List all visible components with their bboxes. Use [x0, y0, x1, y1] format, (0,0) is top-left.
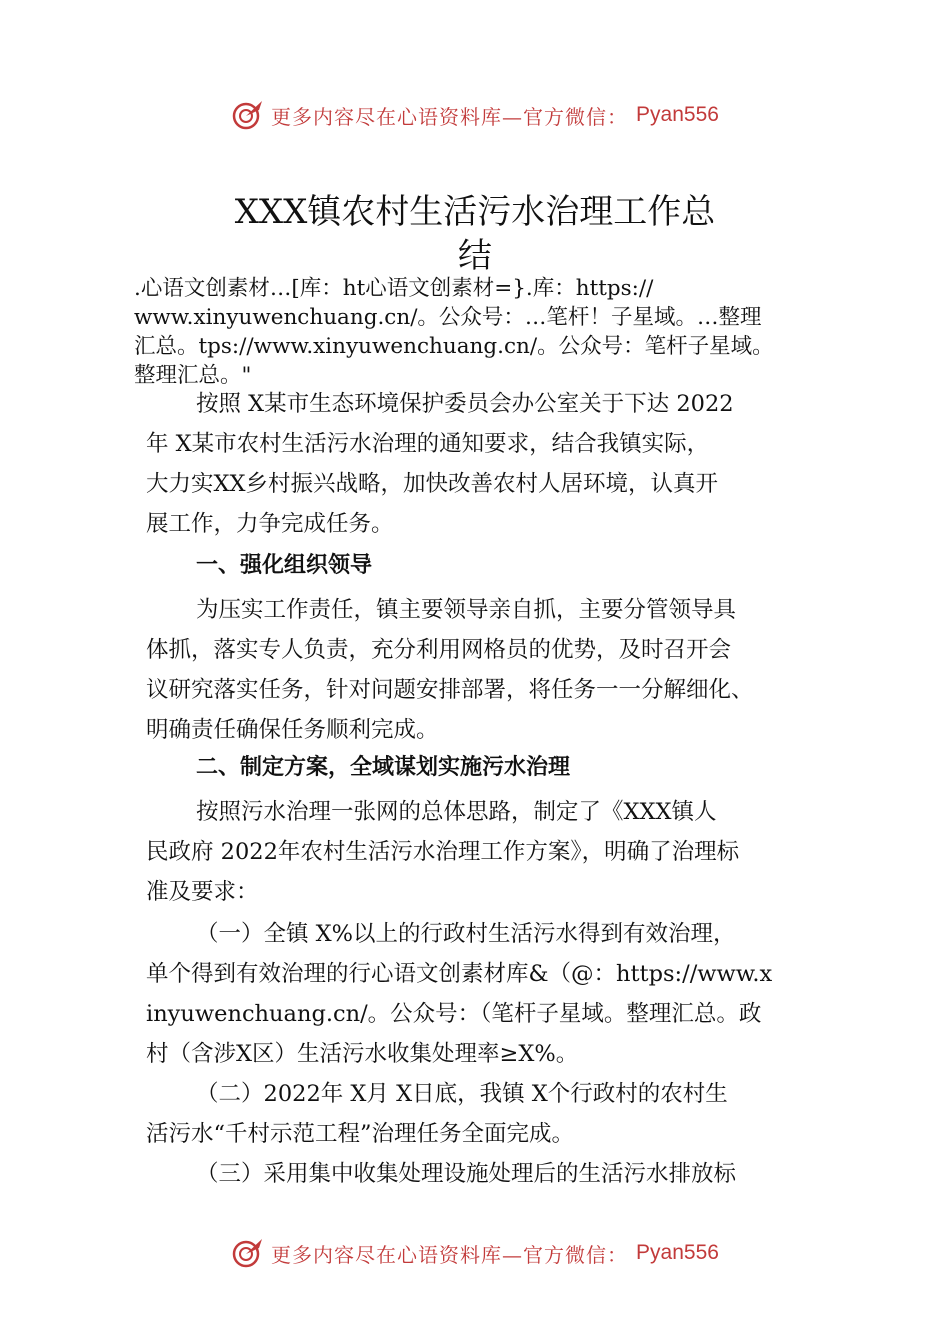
paragraph-line: 按照 X某市生态环境保护委员会办公室关于下达 2022	[196, 391, 734, 417]
source-note-line: .心语文创素材…[库：ht心语文创素材=}.库：https://	[134, 276, 654, 301]
source-note-line: 整理汇总。"	[134, 363, 252, 388]
section-2-item-1	[146, 914, 836, 1074]
paragraph-line: 大力实XX乡村振兴战略，加快改善农村人居环境，认真开	[146, 471, 719, 497]
paragraph-line: （三）采用集中收集处理设施处理后的生活污水排放标	[196, 1161, 737, 1187]
paragraph-line: 体抓，落实专人负责，充分利用网格员的优势，及时召开会	[146, 637, 732, 663]
title-line-2: 结	[458, 236, 492, 276]
paragraph-line: 活污水“千村示范工程”治理任务全面完成。	[146, 1121, 575, 1147]
paragraph-line: 展工作，力争完成任务。	[146, 511, 394, 537]
paragraph-line: 村（含涉X区）生活污水收集处理率≥X%。	[146, 1041, 579, 1067]
paragraph-line: 明确责任确保任务顺利完成。	[146, 717, 439, 743]
paragraph-line: （一）全镇 X%以上的行政村生活污水得到有效治理，	[196, 921, 736, 947]
title-line-1: XXX镇农村生活污水治理工作总	[234, 192, 716, 232]
paragraph-line: 议研究落实任务，针对问题安排部署，将任务一一分解细化、	[146, 677, 754, 703]
watermark-wechat-id: Pyan556	[636, 103, 719, 126]
document-title	[0, 190, 950, 278]
paragraph-line: （二）2022年 X月 X日底，我镇 X个行政村的农村生	[196, 1081, 728, 1107]
section-2-item-2	[146, 1074, 816, 1154]
section-1-paragraph	[146, 590, 816, 750]
section-2-paragraph	[146, 792, 816, 912]
watermark-wechat-id: Pyan556	[636, 1241, 719, 1264]
source-note-line: 汇总。tps://www.xinyuwenchuang.cn/。公众号：笔杆子星域。	[134, 334, 774, 359]
pen-logo-icon	[231, 1236, 265, 1270]
section-2-item-3	[146, 1154, 816, 1194]
watermark-text: 更多内容尽在心语资料库—官方微信：	[271, 104, 629, 129]
source-note-line: www.xinyuwenchuang.cn/。公众号：…笔杆！子星域。…整理	[134, 305, 762, 330]
source-note	[134, 274, 834, 390]
paragraph-line: 为压实工作责任，镇主要领导亲自抓，主要分管领导具	[196, 597, 737, 623]
paragraph-line: 单个得到有效治理的行心语文创素材库&（@：https://www.x	[146, 961, 773, 987]
bottom-watermark-banner	[0, 1233, 950, 1273]
paragraph-line: inyuwenchuang.cn/。公众号：（笔杆子星域。整理汇总。政	[146, 1001, 762, 1027]
intro-paragraph	[146, 384, 816, 544]
paragraph-line: 民政府 2022年农村生活污水治理工作方案》，明确了治理标	[146, 839, 740, 865]
section-1-heading: 一、强化组织领导	[196, 553, 373, 578]
top-watermark-banner	[0, 95, 950, 135]
pen-logo-icon	[231, 98, 265, 132]
section-2-heading: 二、制定方案，全域谋划实施污水治理	[196, 755, 571, 780]
watermark-text: 更多内容尽在心语资料库—官方微信：	[271, 1242, 629, 1267]
paragraph-line: 准及要求：	[146, 879, 259, 905]
paragraph-line: 年 X某市农村生活污水治理的通知要求，结合我镇实际，	[146, 431, 710, 457]
paragraph-line: 按照污水治理一张网的总体思路，制定了《XXX镇人	[196, 799, 717, 825]
